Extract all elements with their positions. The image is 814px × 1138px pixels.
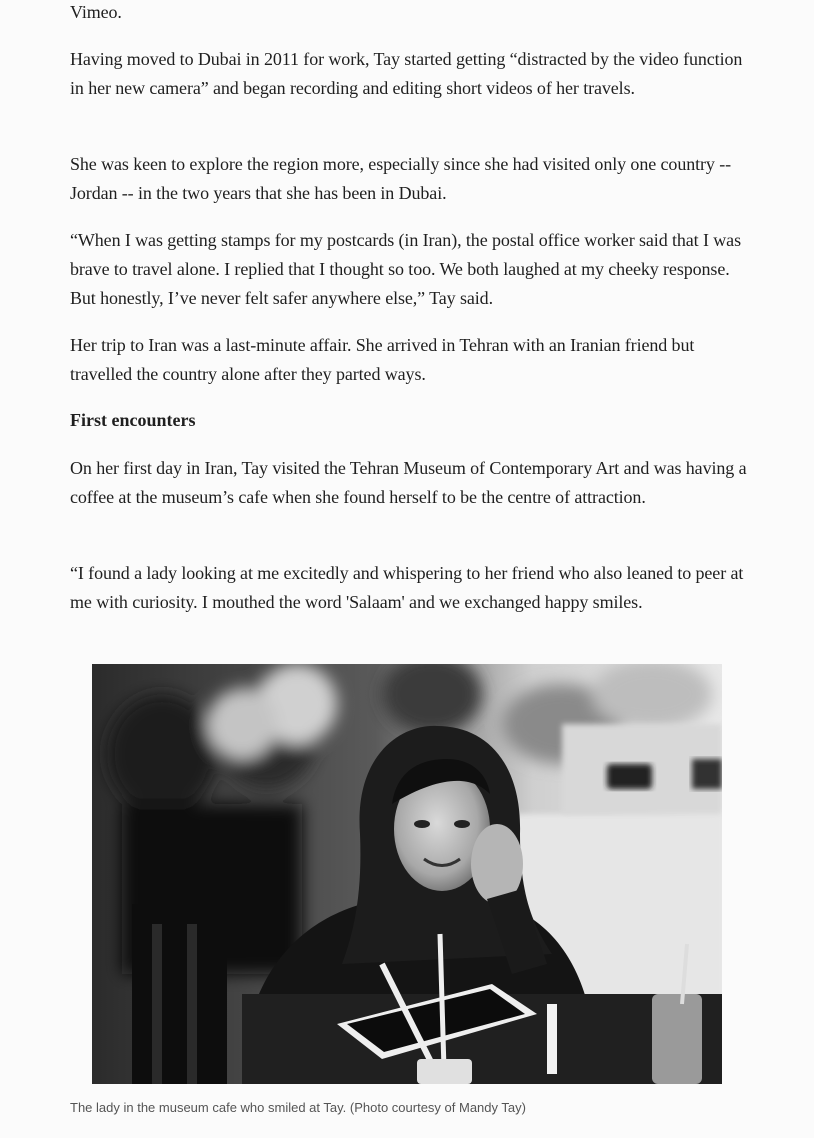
paragraph: “When I was getting stamps for my postcards (in Iran), the postal office worker said that I was brave to travel alone. I replied that I thought so too. We both laughed at my cheeky response. But honestly, I’ve never felt safer anywhere else,” Tay said. xyxy=(70,230,741,308)
paragraph: On her first day in Iran, Tay visited the Tehran Museum of Contemporary Art and was having a coffee at the museum’s cafe when she found herself to be the centre of attraction. xyxy=(70,458,747,507)
paragraph: Vimeo. xyxy=(70,2,122,22)
paragraph: Having moved to Dubai in 2011 for work, Tay started getting “distracted by the video function in her new camera” and began recording and editing short videos of her travels. xyxy=(70,49,743,98)
paragraph: She was keen to explore the region more, especially since she had visited only one country -- Jordan -- in the two years that she has been in Dubai. xyxy=(70,154,731,203)
section-heading: First encounters xyxy=(70,410,196,430)
photo-caption: The lady in the museum cafe who smiled at Tay. (Photo courtesy of Mandy Tay) xyxy=(70,1100,526,1115)
article-photo xyxy=(92,664,722,1084)
paragraph: Her trip to Iran was a last-minute affair. She arrived in Tehran with an Iranian friend but travelled the country alone after they parted ways. xyxy=(70,335,695,384)
paragraph: “I found a lady looking at me excitedly and whispering to her friend who also leaned to peer at me with curiosity. I mouthed the word 'Salaam' and we exchanged happy smiles. xyxy=(70,563,744,612)
